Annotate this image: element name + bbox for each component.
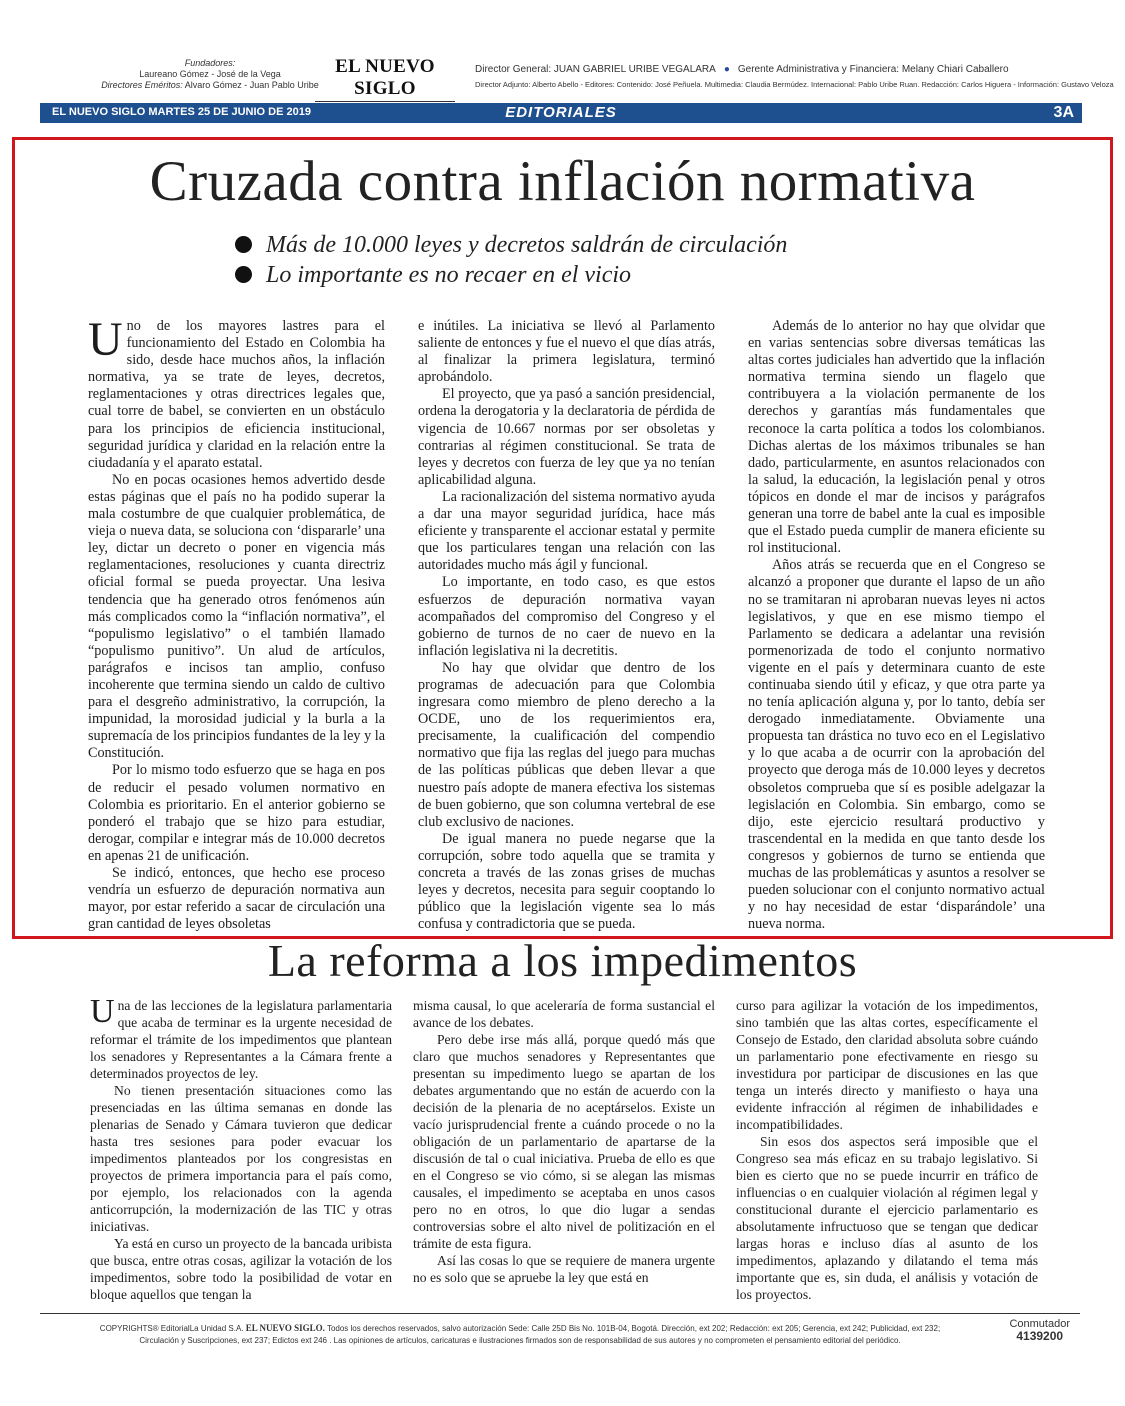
column-3 [748, 318, 1045, 933]
gerente: Gerente Administrativa y Financiera: Melany Chiari Caballero [737, 64, 1009, 75]
paragraph: Sin esos dos aspectos será imposible que el Congreso sea más eficaz en su trabajo legislativo. Si bien es cierto que no se puede incurrir en tráfico de influencias o en cualquier violación al régimen legal y constitucional durante el ejercicio parlamentario es absolutamente infructuoso que se tengan que dedicar largas horas e incluso días al asunto de los impedimentos, aplazando y dilatando el tema más importante que es, sin duda, el análisis y votación de los proyectos. [736, 1134, 1038, 1302]
paragraph: El proyecto, que ya pasó a sanción presidencial, ordena la derogatoria y la declaratoria de pérdida de vigencia de 10.667 normas por ser obsoletas y contrarias al régimen constitucional. Se trata de leyes y decretos con fuerza de ley que ya no tenían aplicabilidad alguna. [418, 386, 715, 488]
page-number: 3A [1053, 104, 1074, 121]
paragraph: No tienen presentación situaciones como las presenciadas en las última semanas en donde las plenarias de Senado y Cámara tuvieron que dedicar hasta tres sesiones para poder evacuar los impedimentos planteados por los congresistas en proyectos de primera importancia para el país como, por ejemplo, los relacionados con la agenda anticorrupción, la modernización de las TIC y otras iniciativas. [90, 1083, 392, 1234]
drop-cap: U [88, 313, 123, 366]
switchboard [1009, 1318, 1070, 1343]
paragraph: Años atrás se recuerda que en el Congreso se alcanzó a proponer que durante el lapso de un año no se tramitaran ni aprobaran nuevas leyes ni actos legislativos, y que en ese mismo tiempo el Parlamento se dedicara a adelantar una revisión pormenorizada de todo el conjunto normativo vigente en el país y determinara cuanto de este continuaba siendo útil y eficaz, y que otra parte ya no tenía aplicación alguna y, por lo tanto, debía ser derogado inmediatamente. Obviamente una propuesta tan drástica no tuvo eco en el Legislativo y lo que acaba a de ocurrir con la aprobación del proyecto que deroga más de 10.000 leyes y decretos obsoletos comprueba que sí es posible adelgazar la legislación en Colombia. Sin embargo, como se dijo, este ejercicio resultará productivo y trascendental en la medida en que tanto desde los congresos y gobiernos de turno se entienda que muchas de las problemáticas y asuntos a resolver se pueden solucionar con el conjunto normativo actual y no hay necesidad de estar ‘disparándole’ una nueva norma. [748, 557, 1045, 933]
emeritus-names: Alvaro Gómez - Juan Pablo Uribe [184, 80, 319, 90]
paragraph: De igual manera no puede negarse que la corrupción, sobre todo aquella que se tramita y concreta a través de las zonas grises de muchas leyes y decretos, necesita para seguir cooptando lo público que la legislación vigente sea lo más confusa y contradictoria que se pueda. [418, 830, 715, 933]
editorial-title: La reforma a los impedimentos [267, 935, 858, 986]
founders-block [80, 58, 340, 91]
column-2 [418, 318, 715, 933]
masthead [50, 56, 1114, 99]
paragraph: Además de lo anterior no hay que olvidar que en varias sentencias sobre diversas temáticas las altas cortes judiciales han advertido que la inflación normativa termina siendo un flagelo que contribuyera a la violación permanente de los derechos y garantías más fundamentales que reconoce la carta política a todos los colombianos. Dichas alertas de los máximos tribunales se han dado, particularmente, en asuntos relacionados con la salud, la educación, la legislación penal y otros tópicos en donde el mar de incisos y parágrafos generan una torre de babel ante la cual es imposible que el Estado pueda cumplir de manera eficiente su rol institucional. [748, 318, 1045, 557]
copyright-text: COPYRIGHTS® EditorialLa Unidad S.A. EL NUEVO SIGLO. Todos los derechos reservados, salvo autorización Sede: Calle 25D Bis No. 101B-04, Bogotá. Dirección, ext 202; Redacción: ext 205; Gerencia, ext 242; Publicidad, ext 232; Circulación y Suscripciones, ext 237; Edictos ext 246 . Las opiniones de artículos, caricaturas e ilustraciones firmados son de responsabilidad de sus autores y no comprometen el pensamiento editorial del periódico. [99, 1323, 941, 1345]
bullet-icon [235, 266, 252, 283]
footer-brand: EL NUEVO SIGLO. [245, 1323, 325, 1333]
paragraph: Se indicó, entonces, que hecho ese proceso vendría un esfuerzo de depuración normativa aun mayor, por estar referido a sacar de circulación una gran cantidad de leyes obsoletas [88, 865, 385, 933]
drop-cap: U [90, 993, 115, 1030]
staff-block [475, 64, 1114, 89]
paragraph: Por lo mismo todo esfuerzo que se haga en pos de reducir el pesado volumen normativo en Colombia es prioritario. En el anterior gobierno se ponderó el trabajo que se hizo para estudiar, derogar, compilar e integrar más de 10.000 decretos en apenas 21 de unificación. [88, 762, 385, 864]
bullet-icon: ● [723, 64, 730, 75]
page-footer [40, 1313, 1080, 1345]
footer-line-2: Circulación y Suscripciones, ext 237; Edictos ext 246 . Las opiniones de artículos, caricaturas e ilustraciones firmados son de responsabilidad de sus autores y no comprometen el pensamiento editorial del periódico. [139, 1336, 901, 1345]
paragraph: No en pocas ocasiones hemos advertido desde estas páginas que el país no ha podido superar la mala costumbre de que cualquier problemática, de vieja o nueva data, se soluciona con ‘dispararle’ una ley, dictar un decreto o poner en vigencia más reglamentaciones, resoluciones y cuanta directriz oficial formal se pueda proyectar. Una lesiva tendencia que ha generado otros fenómenos aún más complicados como la “inflación normativa”, el “populismo legislativo” o el también llamado “populismo punitivo”. Un alud de artículos, parágrafos e incisos tan amplio, confuso incoherente que termina siendo un caldo de cultivo para el desgreño administrativo, la corrupción, la impunidad, la morosidad judicial y la burla a la supremacía de los principios fundantes de la ley y la Constitución. [88, 471, 385, 762]
paragraph: misma causal, lo que aceleraría de forma sustancial el avance de los debates. [413, 998, 715, 1030]
paragraph: Lo importante, en todo caso, es que estos esfuerzos de depuración normativa vayan acompañados del compromiso del Congreso y el gobierno de turnos de no caer de nuevo en la inflación legislativa ni la decretitis. [418, 574, 715, 659]
paragraph: Una de las lecciones de la legislatura parlamentaria que acaba de terminar es la urgente necesidad de reformar el trámite de los impedimentos que plantean los senadores y Representantes a la Cámara frente a determinados proyectos de ley. [90, 993, 392, 1081]
emeritus-label: Directores Eméritos: [101, 80, 183, 90]
editorial-subtitles [235, 230, 787, 290]
paragraph: Pero debe irse más allá, porque quedó más que claro que muchos senadores y Representantes que presentan su impedimento luego se apartan de los debates argumentando que no están de acuerdo con la decisión de la plenaria de no aceptárselos. Existe un vacío jurisprudencial frente a cuándo procede o no la obligación de un parlamentario de apartarse de la discusión de tal o cual iniciativa. Prueba de ello es que en el Congreso se vio cómo, si se alegan las mismas causales, el impedimento se aceptaba en unos casos pero no en otros, lo que dio lugar a sendas controversias sobre el alto nivel de politización en el trámite de esta figura. [413, 1032, 715, 1251]
founders-label: Fundadores: [184, 58, 236, 68]
column-1 [88, 313, 385, 933]
column-1 [90, 993, 392, 1303]
editorial-body [88, 313, 1053, 933]
section-bar [40, 103, 1082, 123]
issue-date: EL NUEVO SIGLO MARTES 25 DE JUNIO DE 2019 [52, 106, 311, 118]
paragraph: No hay que olvidar que dentro de los programas de adecuación para que Colombia ingresara como miembro de pleno derecho a la OCDE, uno de los requerimientos era, precisamente, la cualificación del compendio normativo que fija las reglas del juego para muchas de las políticas públicas que deben llevar a que nuestro país adopte de manera efectiva los sistemas de buen gobierno, que son columna vertebral de ese club exclusivo de naciones. [418, 659, 715, 830]
editorial-title: Cruzada contra inflación normativa [149, 150, 976, 213]
subtitle-2: Lo importante es no recaer en el vicio [266, 262, 632, 288]
logo-name: EL NUEVO SIGLO [315, 56, 455, 102]
column-2 [413, 997, 715, 1303]
paragraph: Así las cosas lo que se requiere de manera urgente no es solo que se apruebe la ley que está en [413, 1253, 715, 1285]
switchboard-label: Conmutador [1009, 1318, 1070, 1330]
founders-names: Laureano Gómez - José de la Vega [139, 69, 281, 79]
paragraph: La racionalización del sistema normativo ayuda a dar una mayor seguridad jurídica, hace más eficiente y transparente el accionar estatal y permite que los particulares tengan una relación con las autoridades mucho más ágil y funcional. [418, 488, 715, 574]
paragraph: Ya está en curso un proyecto de la bancada uribista que busca, entre otras cosas, agilizar la votación de los impedimentos, sobre todo la posibilidad de votar en bloque aquellos que tengan la [90, 1236, 392, 1302]
director-general: Director General: JUAN GABRIEL URIBE VEGALARA [475, 64, 716, 75]
subtitle-1: Más de 10.000 leyes y decretos saldrán de circulación [266, 232, 788, 258]
bullet-icon [235, 236, 252, 253]
switchboard-number: 4139200 [1016, 1329, 1064, 1343]
staff-line: Director Adjunto: Alberto Abello - Editores: Contenido: José Peñuela. Multimedia: Claudia Bermúdez. Internacional: Pablo Uribe Ruan. Redacción: Carlos Higuera - Información: Gustavo Veloza [475, 80, 1114, 89]
paragraph: e inútiles. La iniciativa se llevó al Parlamento saliente de entonces y fue el nuevo el que días atrás, al finalizar la primera legislatura, terminó aprobándolo. [418, 318, 715, 386]
section-name: EDITORIALES [505, 104, 617, 121]
paragraph: curso para agilizar la votación de los impedimentos, sino también que las altas cortes, específicamente el Consejo de Estado, den claridad absoluta sobre cuándo un parlamentario pone efectivamente en riesgo su investidura por participar de discusiones en las que tenga un interés directo y manifiesto o haya una evidente infracción al régimen de inhabilidades e incompatibilidades. [736, 998, 1038, 1132]
editorial-body [90, 993, 1038, 1303]
paragraph: Uno de los mayores lastres para el funcionamiento del Estado en Colombia ha sido, desde hace muchos años, la inflación normativa, ya se trate de leyes, decretos, reglamentaciones y otras directrices legales que, cual torre de babel, se convierten en un obstáculo para los principios de eficiencia institucional, seguridad jurídica y claridad en la relación entre la ciudadanía y el aparato estatal. [88, 313, 385, 471]
column-3 [736, 997, 1038, 1303]
